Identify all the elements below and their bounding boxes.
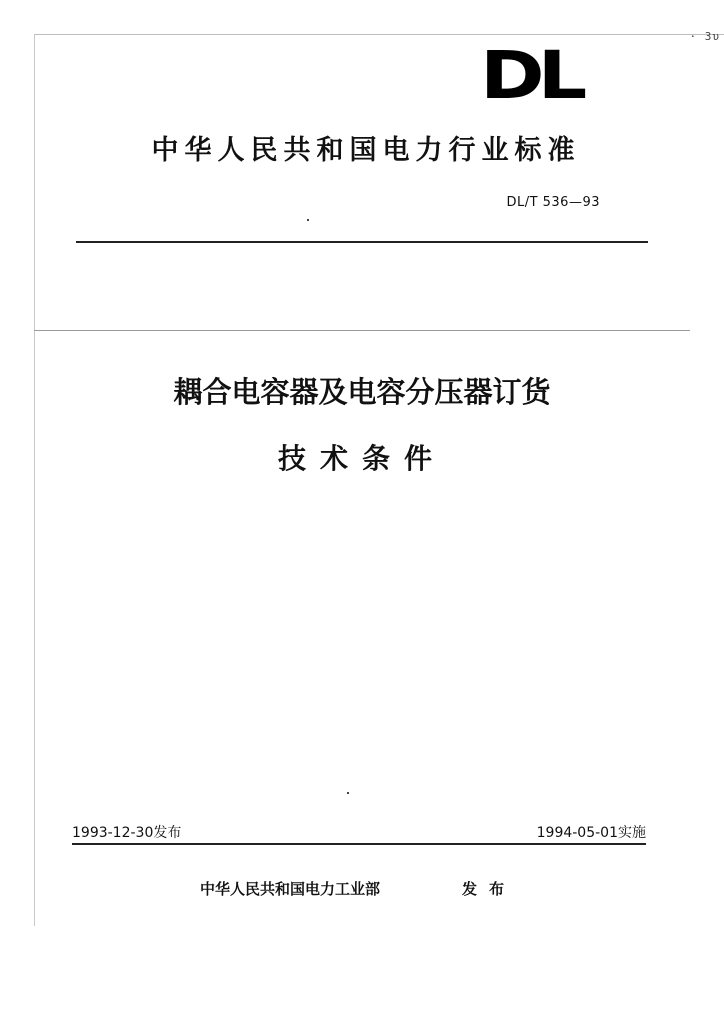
scan-left-border	[34, 34, 35, 926]
scan-speck	[307, 219, 309, 221]
implementation-date: 1994-05-01实施	[536, 825, 646, 841]
document-subtitle: 技术条件	[277, 442, 446, 475]
header-rule	[76, 241, 648, 243]
page-divider	[34, 330, 690, 331]
scan-top-border	[34, 34, 724, 35]
publish-action: 发布	[462, 880, 517, 898]
publisher: 中华人民共和国电力工业部	[200, 880, 381, 898]
scan-speck	[347, 792, 349, 794]
dl-logo: DL	[480, 37, 581, 114]
header-title: 中华人民共和国电力行业标准	[151, 135, 581, 166]
document-title: 耦合电容器及电容分压器订货	[173, 375, 551, 409]
issue-date: 1993-12-30发布	[72, 825, 182, 841]
standard-code: DL/T 536—93	[506, 195, 600, 210]
footer-rule	[72, 843, 646, 845]
corner-mark: · 3υ	[689, 30, 720, 43]
